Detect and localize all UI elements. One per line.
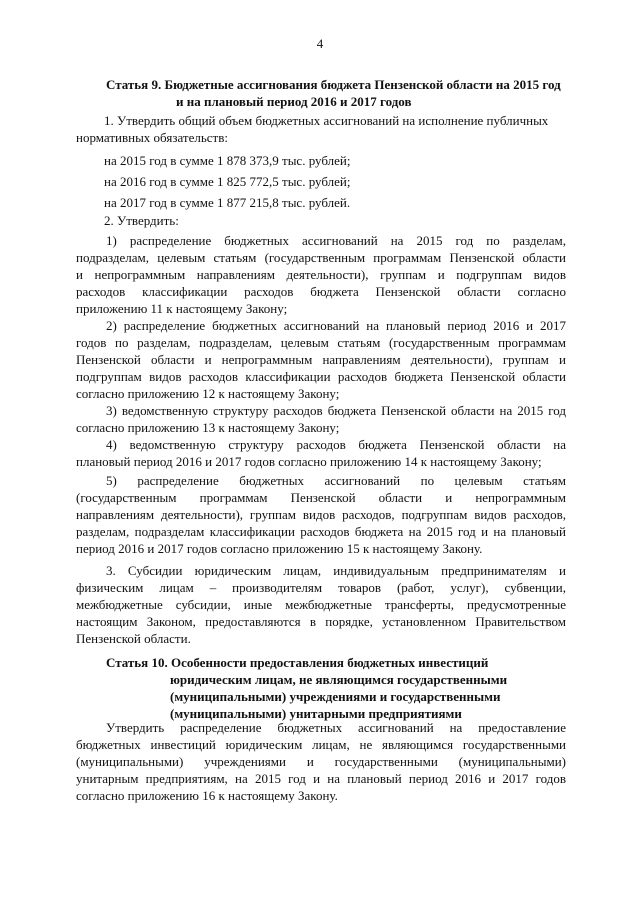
article-10-heading-line: юридическим лицам, не являющимся государственными [170,672,508,687]
paragraph-line: согласно приложению 12 к настоящему Закону; [76,386,340,401]
paragraph-line: 2) распределение бюджетных ассигнований на плановый период 2016 и 2017 [106,318,566,333]
paragraph-line: 5) распределение бюджетных ассигнований по целевым статьям [106,473,566,488]
paragraph-line: 3. Субсидии юридическим лицам, индивидуальным предпринимателям и [106,563,566,578]
paragraph-line: годов по разделам, подразделам, целевым статьям (государственным программам [76,335,566,350]
paragraph-1 [76,112,566,146]
amount-line: на 2016 год в сумме 1 825 772,5 тыс. рублей; [104,174,351,189]
article-10-heading-line: (муниципальными) унитарными предприятиями [170,706,462,721]
article-9-heading-line: Статья 9. Бюджетные ассигнования бюджета Пензенской области на 2015 год [106,77,561,92]
paragraph-line: физическим лицам – производителям товаров (работ, услуг), субвенции, [76,580,566,595]
paragraph-line: нормативных обязательств: [76,130,228,145]
list-item-2 [76,317,566,402]
article-9-heading [106,76,566,110]
article-10-heading-line: Статья 10. Особенности предоставления бюджетных инвестиций [106,655,489,670]
list-item-4 [76,436,566,470]
paragraph-line: межбюджетные субсидии, иные межбюджетные трансферты, предусмотренные [76,597,566,612]
article-10-heading-line: (муниципальными) учреждениями и государственными [170,689,501,704]
paragraph-line: расходов классификации расходов бюджета Пензенской области согласно [76,284,566,299]
amount-line: на 2017 год в сумме 1 877 215,8 тыс. рублей. [104,195,351,210]
amounts-list [104,150,564,213]
paragraph-line: подразделам, целевым статьям (государственным программам Пензенской области [76,250,566,265]
article-10-body [76,719,566,804]
paragraph-line: (государственным программам Пензенской области и непрограммным [76,490,566,505]
paragraph-line: (муниципальными) учреждениями и государственными (муниципальными) [76,754,566,769]
paragraph-line: Пензенской области и непрограммным направлениям деятельности), группам и [76,352,566,367]
paragraph-line: 3) ведомственную структуру расходов бюджета Пензенской области на 2015 год [106,403,566,418]
paragraph-line: Пензенской области. [76,631,191,646]
paragraph-line: приложению 11 к настоящему Закону; [76,301,288,316]
paragraph-line: унитарным предприятиям, на 2015 год и на плановый период 2016 и 2017 годов [76,771,566,786]
list-item-1 [76,232,566,317]
paragraph-line: бюджетных инвестиций юридическим лицам, не являющимся государственными [76,737,566,752]
list-item-3 [76,402,566,436]
article-10-heading [106,654,566,722]
paragraph-line: 1) распределение бюджетных ассигнований на 2015 год по разделам, [106,233,566,248]
paragraph-2: 2. Утвердить: [104,213,179,228]
paragraph-line: согласно приложению 16 к настоящему Закону. [76,788,338,803]
paragraph-3 [76,562,566,647]
paragraph-line: 4) ведомственную структуру расходов бюджета Пензенской области на [106,437,566,452]
paragraph-line: плановый период 2016 и 2017 годов согласно приложению 14 к настоящему Закону; [76,454,542,469]
paragraph-line: 1. Утвердить общий объем бюджетных ассигнований на исполнение публичных [104,113,549,128]
paragraph-line: и непрограммным направлениям деятельности), группам и подгруппам видов [76,267,566,282]
article-9-heading-line: и на плановый период 2016 и 2017 годов [176,94,412,109]
paragraph-line: подгруппам видов расходов классификации расходов бюджета Пензенской области [76,369,566,384]
list-item-5 [76,472,566,557]
paragraph-line: Утвердить распределение бюджетных ассигнований на предоставление [106,720,566,735]
paragraph-line: настоящим Законом, предоставляются в порядке, установленном Правительством [76,614,566,629]
paragraph-line: согласно приложению 13 к настоящему Закону; [76,420,340,435]
page-number: 4 [316,36,324,51]
paragraph-line: направлениям деятельности), группам видов расходов, подгруппам видов расходов, [76,507,566,522]
paragraph-line: период 2016 и 2017 годов согласно приложению 15 к настоящему Закону. [76,541,483,556]
amount-line: на 2015 год в сумме 1 878 373,9 тыс. рублей; [104,153,351,168]
paragraph-line: разделам, подразделам классификации расходов бюджета на 2015 год и на плановый [76,524,566,539]
